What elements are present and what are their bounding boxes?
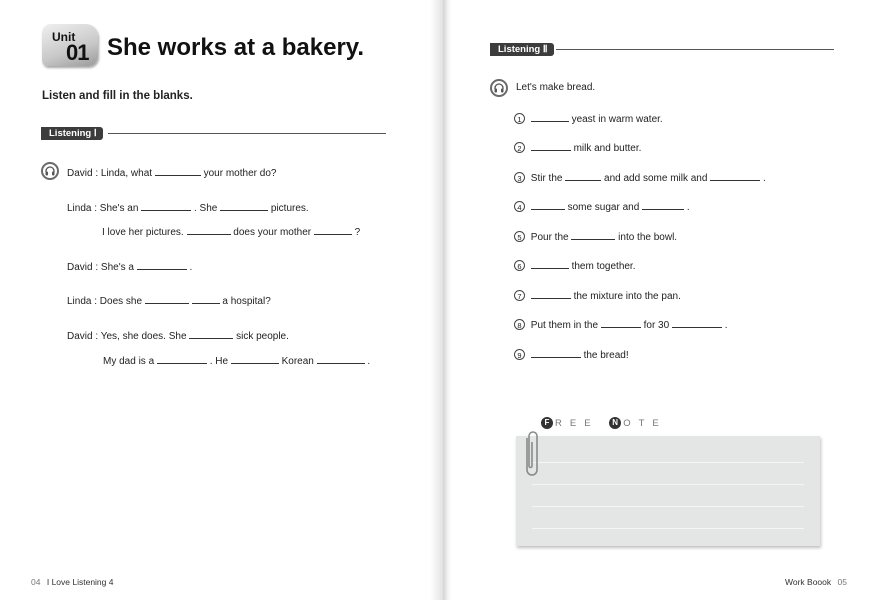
recipe-step: 9 the bread! — [514, 348, 629, 361]
answer-blank[interactable] — [710, 171, 760, 181]
dialogue-line: David : Linda, what your mother do? — [67, 168, 277, 179]
note-rule — [532, 462, 804, 463]
recipe-step: 2 milk and butter. — [514, 141, 641, 154]
note-rule — [532, 484, 804, 485]
answer-blank[interactable] — [672, 318, 722, 328]
answer-blank[interactable] — [565, 171, 601, 181]
headphones-icon[interactable] — [490, 79, 508, 97]
right-footer — [785, 577, 851, 587]
answer-blank[interactable] — [571, 230, 615, 240]
book-title: I Love Listening 4 — [46, 577, 114, 587]
answer-blank[interactable] — [314, 225, 352, 235]
answer-blank[interactable] — [141, 201, 191, 211]
unit-label: Unit — [52, 30, 76, 44]
note-rule — [532, 528, 804, 529]
answer-blank[interactable] — [187, 225, 231, 235]
dialogue-line: My dad is a . He Korean . — [103, 356, 371, 367]
answer-blank[interactable] — [189, 329, 233, 339]
answer-blank[interactable] — [155, 166, 201, 176]
recipe-step: 4 some sugar and . — [514, 200, 690, 213]
answer-blank[interactable] — [317, 354, 365, 364]
headphones-icon[interactable] — [41, 162, 59, 180]
answer-blank[interactable] — [531, 259, 569, 269]
recipe-intro: Let's make bread. — [516, 82, 596, 93]
recipe-step: 1 yeast in warm water. — [514, 112, 663, 125]
free-note-heading: F REE N OTE — [541, 417, 667, 429]
answer-blank[interactable] — [531, 112, 569, 122]
section-divider — [108, 133, 386, 134]
left-footer — [27, 577, 113, 587]
dialogue-line: Linda : She's an . She pictures. — [67, 203, 309, 214]
recipe-step: 8 Put them in the for 30 . — [514, 318, 728, 331]
answer-blank[interactable] — [145, 294, 189, 304]
book-gutter — [430, 0, 452, 600]
answer-blank[interactable] — [192, 294, 220, 304]
dialogue-line: Linda : Does she a hospital? — [67, 296, 271, 307]
instruction-text: Listen and fill in the blanks. — [42, 90, 193, 102]
page-number: 04 — [31, 577, 41, 587]
answer-blank[interactable] — [531, 348, 581, 358]
answer-blank[interactable] — [642, 200, 684, 210]
recipe-step: 6 them together. — [514, 259, 636, 272]
section-divider — [556, 49, 834, 50]
free-note-area[interactable] — [516, 436, 820, 546]
answer-blank[interactable] — [601, 318, 641, 328]
answer-blank[interactable] — [220, 201, 268, 211]
dialogue-line: I love her pictures. does your mother ? — [102, 227, 361, 238]
recipe-step: 5 Pour the into the bowl. — [514, 230, 677, 243]
recipe-step: 3 Stir the and add some milk and . — [514, 171, 766, 184]
note-rule — [532, 506, 804, 507]
dialogue-line: David : She's a . — [67, 262, 193, 273]
recipe-step: 7 the mixture into the pan. — [514, 289, 681, 302]
book-title: Work Boook — [785, 577, 832, 587]
answer-blank[interactable] — [531, 289, 571, 299]
section-tag-listening-2: Listening Ⅱ — [490, 43, 554, 56]
answer-blank[interactable] — [531, 141, 571, 151]
dialogue-line: David : Yes, she does. She sick people. — [67, 331, 289, 342]
paperclip-icon — [521, 430, 541, 482]
section-tag-listening-1: Listening Ⅰ — [41, 127, 103, 140]
page-title: She works at a bakery. — [107, 34, 365, 61]
answer-blank[interactable] — [157, 354, 207, 364]
page-number: 05 — [837, 577, 847, 587]
unit-number: 01 — [66, 40, 89, 65]
answer-blank[interactable] — [137, 260, 187, 270]
answer-blank[interactable] — [231, 354, 279, 364]
answer-blank[interactable] — [531, 200, 565, 210]
